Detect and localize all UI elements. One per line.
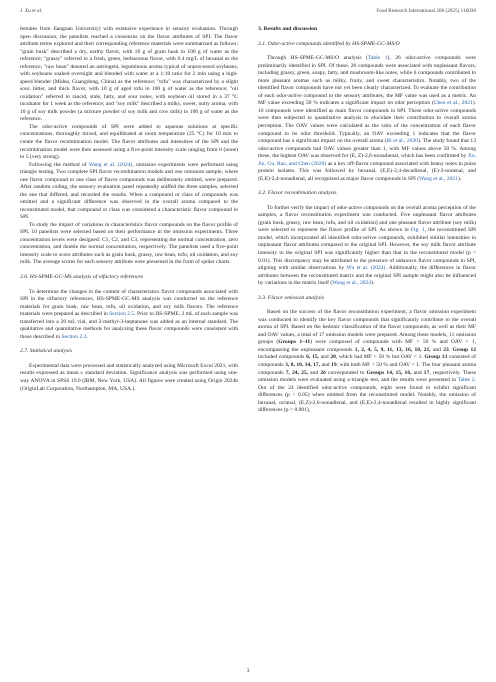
section-heading-3-2: 3.2. Flavor recombination analysis [258, 190, 337, 197]
citation-link[interactable]: Wang et al. (2024) [88, 161, 133, 168]
citation-link[interactable]: Chen et al., 2021 [433, 100, 473, 107]
figure-link[interactable]: Fig. 1 [410, 227, 425, 234]
paragraph-statistics: Experimental data were processed and statistically analyzed using Microsoft Excel 2021, with results expressed as mean ± standard deviation. Significance analysis was performed using one-way ANOVA in SPSS 19.0 (IBM, New York, USA). All figures were created using Origin 2024b (OriginLab Corporation, Northampton, MA, USA.). [20, 362, 238, 392]
header-authors: J. Xu et al. [20, 8, 43, 14]
table-link[interactable]: Table 1 [367, 55, 388, 62]
citation-link[interactable]: Xu, Jin, Gu, Rao, and Chen (2020) [258, 153, 476, 167]
section-link[interactable]: Section 2.5 [109, 311, 135, 318]
paragraph-recombination-model: The odor-active compounds of SPI were added to aqueous solutions at specific concentrations, thoroughly mixed, and equilibrated at room temperature (25 °C) for 10 min to create the flavor recombination model. The flavor attributes and intensities of the SPI and the recombination model were then assessed using a five-point intensity scale ranging from 0 (none) to 5 (very strong). [20, 123, 238, 161]
header-journal: Food Research International 206 (2025) 116038 [376, 8, 476, 14]
citation-link[interactable]: Wang et al., 2024 [332, 280, 372, 287]
citation-link[interactable]: Wang et al., 2021 [419, 175, 458, 182]
table-link[interactable]: Table 2 [457, 377, 475, 384]
section-heading-3-1: 3.1. Odor-active compounds identified by HS-SPME-GC-MS/O [258, 40, 400, 47]
right-column [258, 26, 476, 654]
page-number: 3 [246, 668, 250, 674]
paragraph-panel-terms: females from Jiangnan University) with extensive experience in sensory evaluation. Through open discussion, the panelists reached a consensus on the flavor attributes of SPI. The flavor attribute terms explored and their corresponding reference materials were summarized as follows: "grain husk" described a dry, earthy flavor, with 10 g of grain husk in 100 g of water as the reference; "grassy" referred to a fresh, green, herbaceous flavor, with 0.4 mg/L of hexanal as the reference; "raw bean" denoted an astringent, leguminous aroma typical of unprocessed soybeans, with soybeans soaked overnight and blended with water at a 1:10 ratio for 2 min using a high-speed blender (Midea, Guangdong, China) as the reference; "tofu" was characterized by a slight sour, bitter, and thick flavor, with 10 g of aged tofu in 100 g of water as the reference; "oil oxidation" referred to rancid, stale, fatty, and sour notes, with soybean oil stored in a 37 °C incubator for 1 week as the reference; and "soy milk" described a milky, sweet, nutty aroma, with 10 g of soy milk powder (a mixture powder of soy milk and cow milk) in 100 g of water as the reference. [20, 26, 238, 123]
paragraph-olfactory-references: To determine the changes in the content of characteristics flavor compounds associated with SPI in the olfactory references, HS-SPME-GC-MS analysis was conducted on the reference materials for grain husk, raw bean, tofu, oil oxidation, and soy milk flavors. The reference materials were prepared as described in Section 2.5. Prior to HS-SPME, 2 mL of each sample was transferred into a 20 mL vial, and 2-methyl-3-heptanone was added as an internal standard. The qualitative and quantitative methods for analyzing these flavor compounds were consistent with those described in Section 2.3. [20, 288, 238, 340]
paragraph-concentration-levels: To study the impact of variations in characteristics flavor compounds on the flavor profile of SPI, 10 panelists were selected based on their performance in the omission experiments. Three concentration levels were designed: C1, C2, and C3, representing the normal concentration, zero concentration, and double the normal concentration, respectively. The panelists used a five-point intensity scale to score attributes such as grain husk, grassy, raw bean, tofu, oil oxidation, and soy milk. The average scores for each sensory attribute were presented in the form of spider charts. [20, 221, 238, 266]
section-heading-2-6: 2.6. HS-SPME-GC-MS analysis of olfactory references [20, 274, 144, 280]
citation-link[interactable]: Wu et al. (2024) [346, 265, 386, 272]
section-link[interactable]: Section 2.3 [61, 333, 87, 340]
section-heading-3-3: 3.3. Flavor omission analysis [258, 294, 325, 301]
section-heading-2-7: 2.7. Statistical analysis [20, 348, 72, 355]
left-column [20, 26, 238, 654]
section-heading-3: 3. Results and discussion [258, 26, 318, 32]
paragraph-odor-active: Through HS-SPME-GC-MS/O analysis (Table 1), 26 odor-active compounds were preliminarily identified in SPI. Of these, 20 compounds were associated with unpleasant flavors, including grassy, green, soapy, fatty, and mushroom-like notes, while 6 compounds contributed to more pleasant aromas such as milky, fruity, and sweet characteristics. Notably, two of the identified flavor compounds have not yet been clearly characterized. To evaluate the contribution of each odor-active compound to the sensory attributes, the MF value was used as a metric. An MF value exceeding 50 % indicates a significant impact on odor perception (Chen et al., 2021). 16 compounds were identified as main flavor compounds in SPI. These odor-active compounds were then subjected to quantitative analysis to elucidate their contribution to overall aroma perception. The OAV values were calculated as the ratio of the concentration of each flavor compound to its odor threshold. Typically, an OAV exceeding 1 indicates that the flavor compound has a significant impact on the overall aroma (Bi et al., 2020). The study found that 13 odor-active compounds had OAV values greater than 1, with MF values above 50 %. Among these, the highest OAV was observed for (E, Z)-2,6-nonadienal, which has been confirmed by Xu, Jin, Gu, Rao, and Chen (2020) as a key off-flavor compound associated with beany notes in pulse protein isolates. This was followed by hexanal, (E,E)-2,4-decadienal, (E)-2-nonenal, and (E,E)-2,4-nonadienal, all recognized as major flavor compounds in SPI (Wang et al., 2021). [258, 55, 476, 182]
citation-link[interactable]: Bi et al., 2020 [386, 138, 419, 145]
paragraph-recombination: To further verify the impact of odor-active compounds on the overall aroma perception of the samples, a flavor reconstitution experiment was conducted. Five unpleasant flavor attributes (grain husk, grassy, raw bean, tofu, and oil oxidation) and one pleasant flavor attribute (soy milk) were selected to represent the flavor profile of SPI. As shown in Fig. 1, the reconstituted SPI model, which incorporated all identified odor-active compounds, exhibited similar intensities in unpleasant flavor attributes compared to the original SPI. However, the soy milk flavor attribute intensity in the original SPI was significantly higher than that in the reconstituted model (p < 0.01). This discrepancy may be attributed to the presence of unknown flavor compounds in SPI, aligning with similar observations by Wu et al. (2024). Additionally, the differences in flavor attributes between the reconstituted matrix and the original SPI sample might also be influenced by variations in the matrix itself (Wang et al., 2024). [258, 204, 476, 287]
paragraph-omission: Based on the success of the flavor reconstitution experiment, a flavor omission experiment was conducted to identify the key flavor compounds that significantly contribute to the overall aroma of SPI. Based on the hedonic classification of the flavor compounds, as well as their MF and OAV values, a total of 17 omission models were prepared. Among these models, 11 omission groups (Groups 1–11) were composed of compounds with MF > 50 % and OAV > 1, encompassing the unpleasant compounds 1, 2, 4, 5, 9, 11, 13, 16, 18, 21, and 23. Group 12 included compounds 6, 15, and 20, which had MF > 50 % but OAV < 1. Group 13 consisted of compounds 3, 8, 10, 14, 17, and 19, with both MF < 50 % and OAV < 1. The four pleasant aroma compounds 7, 24, 25, and 26 corresponded to Groups 14, 15, 16, and 17, respectively. These omission models were evaluated using a triangle test, and the results were presented in Table 2. Out of the 24 identified odor-active compounds, eight were found to exhibit significant differences (p < 0.05) when omitted from the reconstituted model. Notably, the omission of hexanal, octanal, (E,Z)-2,6-nonadienal, and (E,E)-2,4-nonadienal resulted in highly significant differences (p < 0.001), [258, 309, 476, 414]
paragraph-omission-method: Following the method of Wang et al. (2024), omission experiments were performed using triangle testing. Two complete SPI flavor recombination models and one omission sample, where one flavor compound or one class of flavor compounds was deliberately omitted, were prepared. After random coding, the sensory evaluation panel repeatedly sniffed the three samples, selected the one that differed, and recorded the results. When a compound or class of compounds was omitted and a significant difference was observed in the overall aroma compared to the reconstituted model, that compound or class was considered a characteristic flavor compound in SPI. [20, 161, 238, 221]
running-header [20, 8, 476, 20]
